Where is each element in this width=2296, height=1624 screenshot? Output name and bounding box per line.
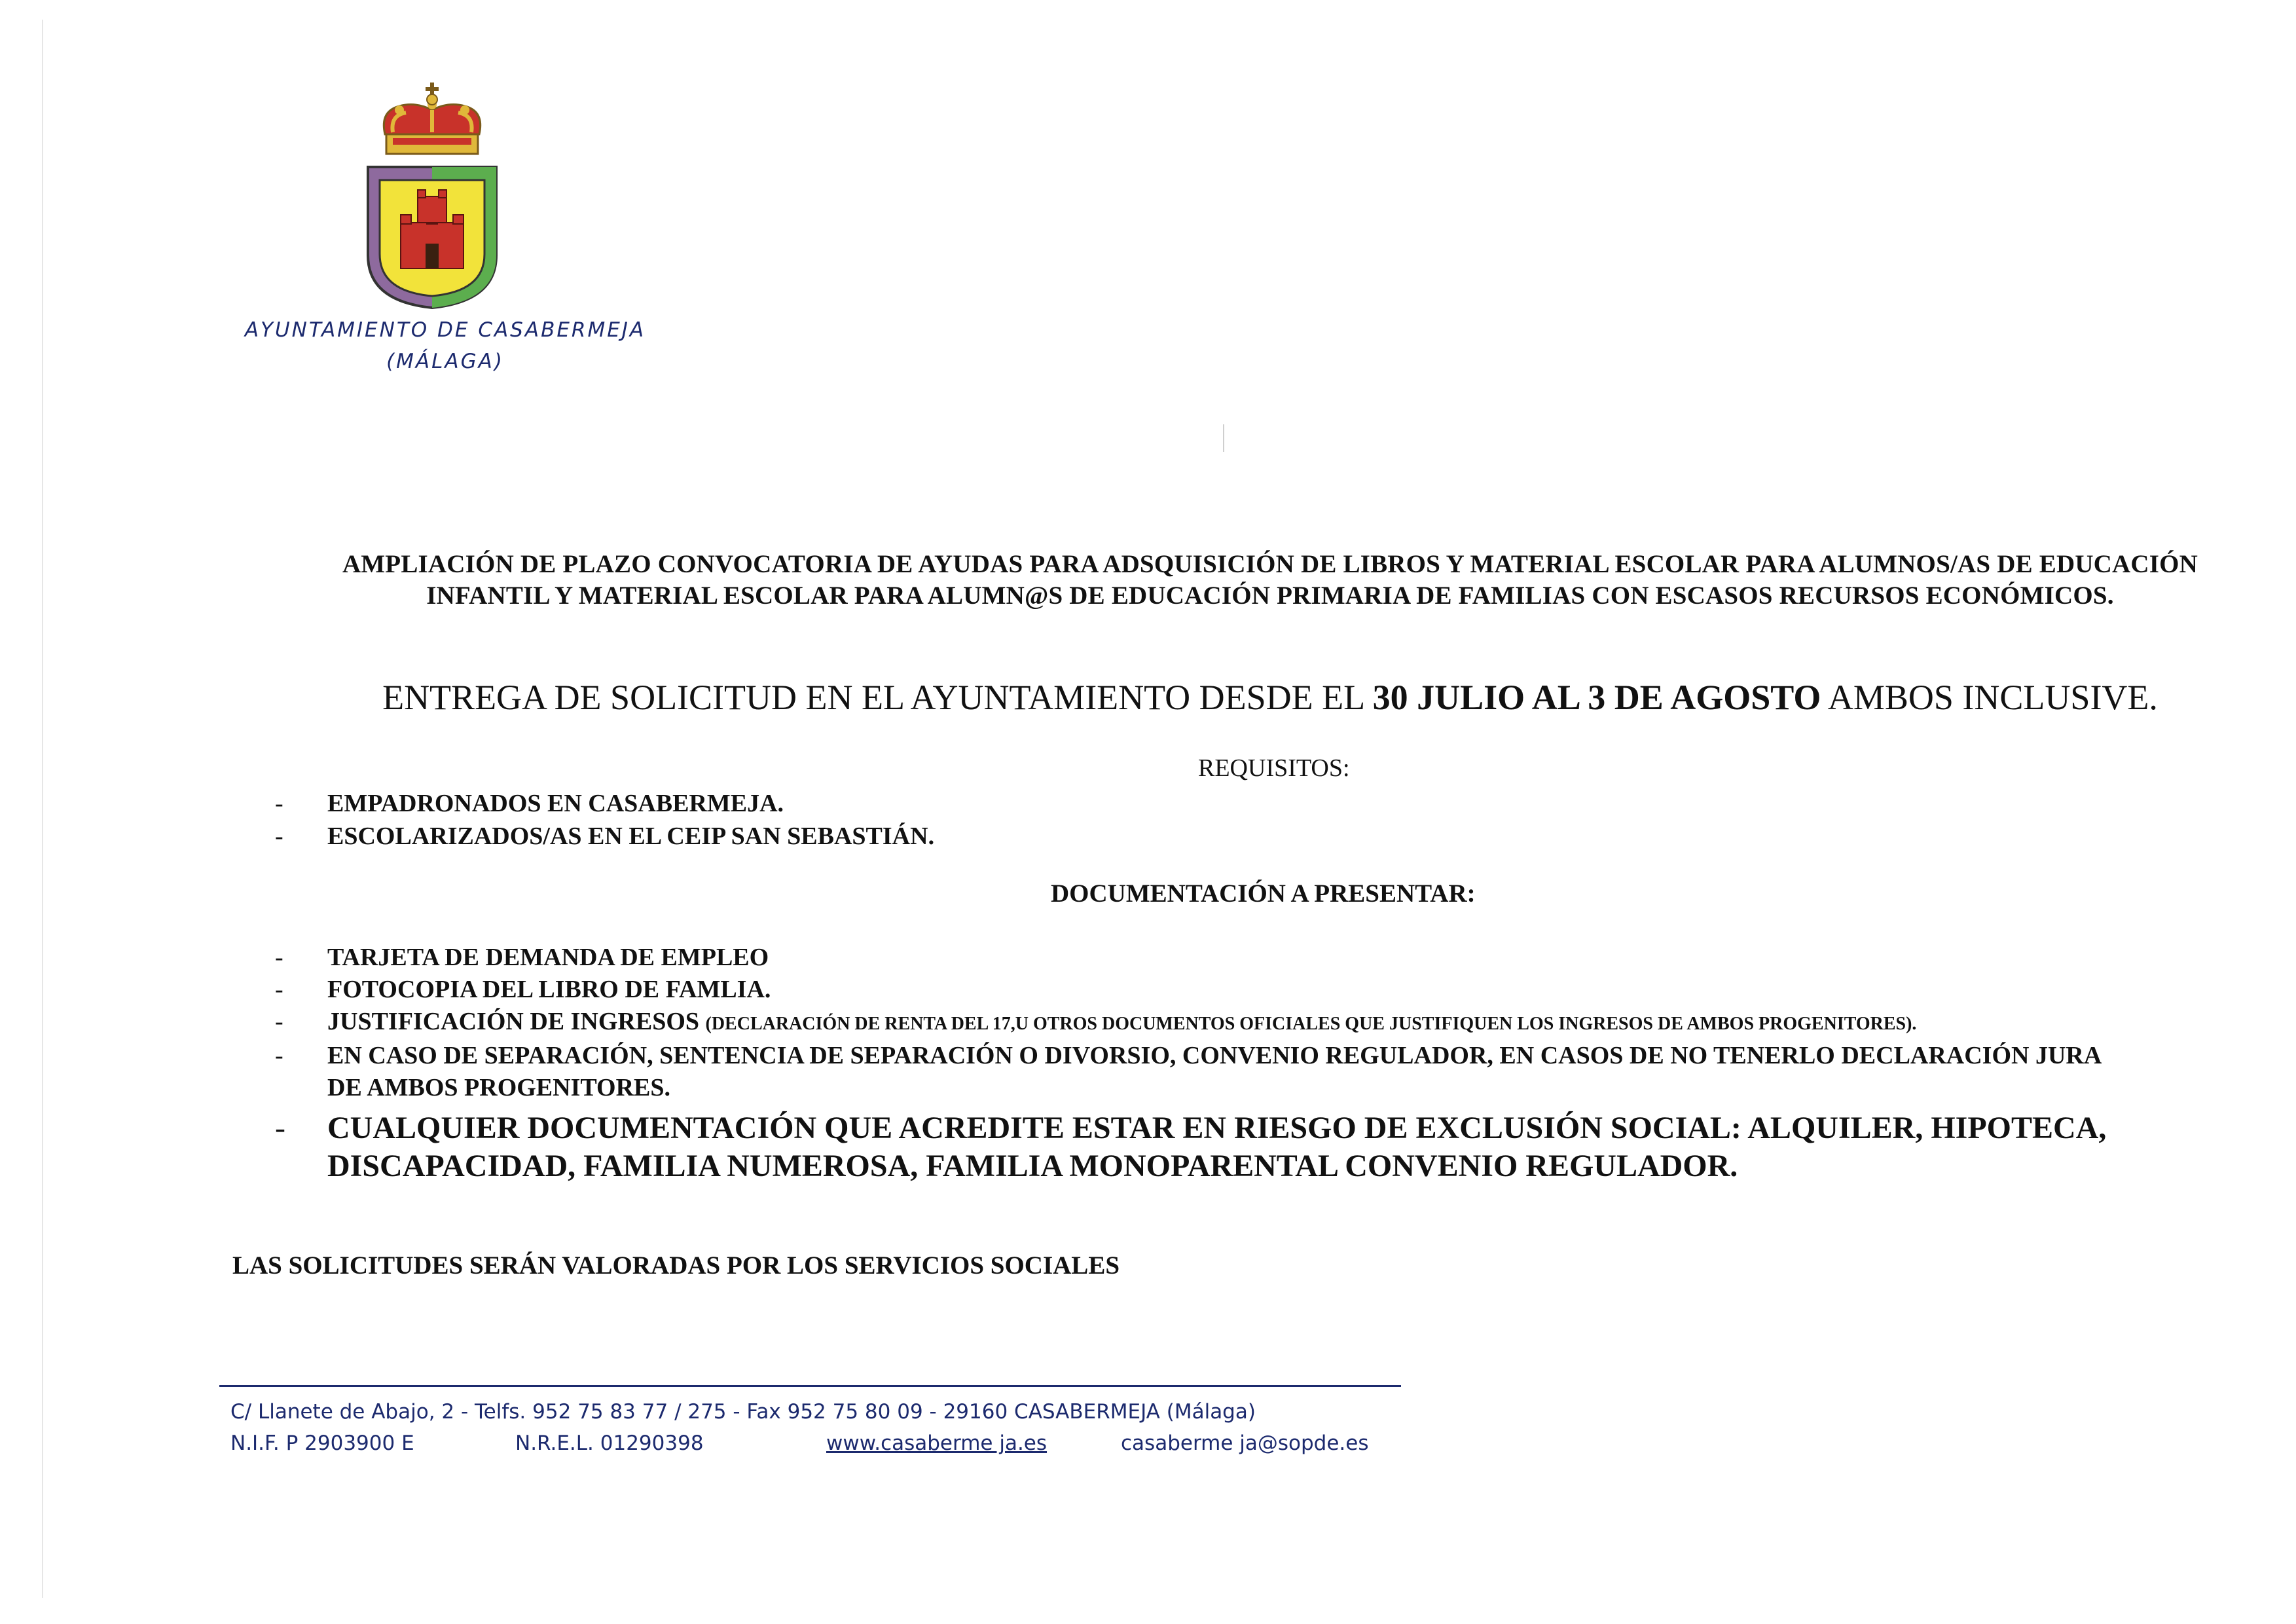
list-item: - ESCOLARIZADOS/AS EN EL CEIP SAN SEBASTIÁN. [275,820,2291,853]
list-item: - EN CASO DE SEPARACIÓN, SENTENCIA DE SEPARACIÓN O DIVORSIO, CONVENIO REGULADOR, EN CASOS DE NO TENERLO DECLARACIÓN JURA [275,1040,2291,1072]
scan-edge-line [42,20,43,1598]
list-item [275,1006,2291,1040]
list-item-continuation: DISCAPACIDAD, FAMILIA NUMEROSA, FAMILIA MONOPARENTAL CONVENIO REGULADOR. [327,1149,1738,1183]
income-justification: JUSTIFICACIÓN DE INGRESOS [327,1008,700,1035]
crown-icon [384,83,480,154]
list-item-continuation: DE AMBOS PROGENITORES. [327,1074,671,1101]
list-item: - FOTOCOPIA DEL LIBRO DE FAMLIA. [275,974,2291,1006]
organization-province: (MÁLAGA) [386,350,504,373]
notice-title-line2: INFANTIL Y MATERIAL ESCOLAR PARA ALUMN@S DE EDUCACIÓN PRIMARIA DE FAMILIAS CON ESCASOS RECURSOS ECONÓMICOS. [426,581,2114,610]
requirements-heading: REQUISITOS: [1198,754,1350,782]
delivery-dates: 30 JULIO AL 3 DE AGOSTO [1372,678,1821,717]
footer-website-link[interactable]: www.casaberme ja.es [826,1431,1048,1455]
footer [230,1396,1409,1459]
footer-nrel: N.R.E.L. 01290398 [515,1431,704,1455]
footer-address: C/ Llanete de Abajo, 2 - Telfs. 952 75 83 77 / 275 - Fax 952 75 80 09 - 29160 CASABERMEJA (Málaga) [230,1400,1256,1424]
notice-title [249,549,2291,612]
footer-email: casaberme ja@sopde.es [1121,1431,1369,1455]
delivery-dates-statement [249,674,2291,720]
requirements-list [275,787,2291,853]
documentation-list [275,942,2291,1185]
documentation-heading: DOCUMENTACIÓN A PRESENTAR: [1051,879,1476,908]
list-item: - CUALQUIER DOCUMENTACIÓN QUE ACREDITE ESTAR EN RIESGO DE EXCLUSIÓN SOCIAL: ALQUILER, HIPOTECA, [275,1109,2291,1147]
coat-of-arms-icon [354,72,511,314]
list-item: - EMPADRONADOS EN CASABERMEJA. [275,787,2291,820]
delivery-suffix: AMBOS INCLUSIVE. [1827,678,2158,717]
shield-icon [368,167,496,308]
footer-divider [219,1385,1401,1387]
closing-statement: LAS SOLICITUDES SERÁN VALORADAS POR LOS SERVICIOS SOCIALES [232,1251,1120,1280]
list-item: - TARJETA DE DEMANDA DE EMPLEO [275,942,2291,974]
notice-title-line1: AMPLIACIÓN DE PLAZO CONVOCATORIA DE AYUDAS PARA ADSQUISICIÓN DE LIBROS Y MATERIAL ESCOLAR PARA ALUMNOS/AS DE EDUCACIÓN [342,550,2198,578]
income-justification-detail: (DECLARACIÓN DE RENTA DEL 17,U OTROS DOCUMENTOS OFICIALES QUE JUSTIFIQUEN LOS INGRESOS DE AMBOS PROGENITORES). [705,1014,1917,1034]
organization-name [196,314,694,377]
scan-mark [1223,424,1224,452]
delivery-prefix: ENTREGA DE SOLICITUD EN EL AYUNTAMIENTO DESDE EL [382,678,1364,717]
organization-name-line1: AYUNTAMIENTO DE CASABERMEJA [244,318,646,342]
footer-nif: N.I.F. P 2903900 E [230,1431,414,1455]
